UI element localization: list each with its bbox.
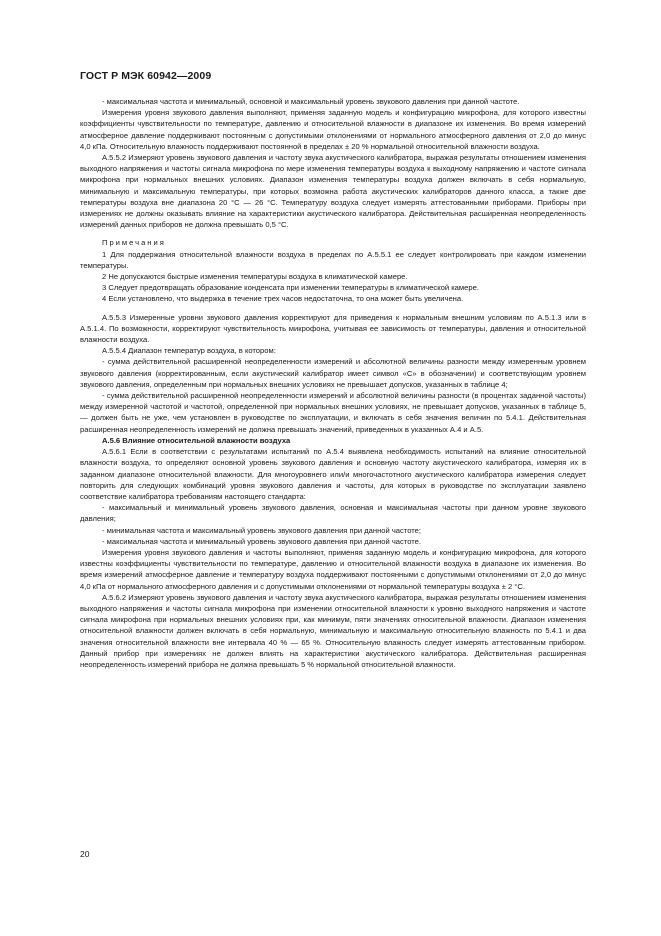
paragraph: А.5.5.4 Диапазон температур воздуха, в котором: (102, 346, 276, 356)
note-item: 3 Следует предотвращать образование конденсата при изменении температуры в климатической камере. (102, 283, 479, 293)
note-item: 4 Если установлено, что выдержка в течение трех часов недостаточна, то она может быть увеличена. (102, 294, 464, 304)
paragraph: Измерения уровня звукового давления выполняют, применяя заданную модель и конфигурацию микрофона, для которого известны коэффициенты чувствительности по температуре, давлению и относительной влажности в диапазоне их изменения. Во время измерений атмосферное давление поддерживают постоянным с допустимыми отклонениями от нормального атмосферного давления от 2,0 до минус 4,0 кПа. Относительную влажность поддерживают постоянной в пределах ± 20 % нормальной относительной влажности воздуха. (80, 108, 586, 151)
notes-block (80, 237, 586, 304)
paragraph: А.5.5.2 Измеряют уровень звукового давления и частоту звука акустического калибратора, выражая результаты отношением изменения выходного напряжения и частоты сигнала микрофона по мере изменения температуры воздуха к выходному напряжению и частоте сигнала микрофона при нормальных внешних условиях. Диапазон изменения температуры воздуха должен включать в себя нормальную, минимальную и максимальную температуры, при которых возможна работа акустических калибраторов данного класса, а также две температуры воздуха вне диапазона 20 °С — 26 °С. Температуру воздуха следует измерять аттестованными приборами. Приборы при измерениях не должны оказывать влияние на характеристики акустического калибратора. Действительная расширенная неопределенность измерений данных приборов не должна превышать 0,5 °С. (80, 153, 586, 230)
paragraph: - максимальная частота и минимальный, основной и максимальный уровень звукового давления при данной частоте. (102, 97, 520, 106)
paragraph: - сумма действительной расширенной неопределенности измерений и абсолютной величины разности между измеренным уровнем звукового давления (корректированным, если акустический калибратор имеет символ «С» в обозначении) и соответствующим уровнем звукового давления, определенным при нормальных внешних условиях не превышает допусков, указанных в таблице 4; (80, 357, 586, 389)
paragraph: Измерения уровня звукового давления и частоты выполняют, применяя заданную модель и конфигурацию микрофона, для которого известны коэффициенты чувствительности по температуре, давлению и относительной влажности воздуха в диапазоне их изменения. Во время измерений атмосферное давление и температуру воздуха поддерживают постоянными с допустимыми отклонениями от 2,0 до минус 4,0 кПа от нормального атмосферного давления и с допустимыми отклонениями от нормальной температуры воздуха ± 2 °С. (80, 547, 586, 591)
note-item: 2 Не допускаются быстрые изменения температуры воздуха в климатической камере. (102, 272, 408, 282)
page-number: 20 (80, 849, 90, 859)
paragraph: - максимальный и минимальный уровень звукового давления, основная и максимальная частоты при данном уровне звукового давления; (80, 503, 586, 524)
document-body (80, 96, 586, 670)
paragraph: - максимальная частота и минимальный уровень звукового давления при данной частоте. (102, 536, 421, 546)
paragraph: А.5.6.1 Если в соответствии с результатами испытаний по А.5.4 выявлена необходимость испытаний на влияние относительной влажности воздуха, то определяют основной уровень звукового давления и основную частоту акустического калибратора, измеряя их в заданном диапазоне относительной влажности. Для многоуровнего или/и многочастотного акустического калибратора измерения следует повторить для следующих комбинаций уровня звукового давления и частоты, для которых в руководстве по эксплуатации заявлено соответствие калибратора требованиям настоящего стандарта: (80, 447, 586, 501)
paragraph: А.5.6.2 Измеряют уровень звукового давления и частоту звука акустического калибратора, выражая результаты отношением изменения выходного напряжения и частоты сигнала микрофона при изменении относительной влажности к уровню выходного напряжения и частоте сигнала микрофона при нормальных внешних условиях при, как минимум, пяти значениях относительной влажности. Диапазон изменения относительной влажности должен включать в себя нормальную, минимальную и максимальную относительную влажность по 5.4.1 и два значения относительной влажности вне интервала 40 % — 65 %. Относительную влажность следует измерять аттестованным прибором. Данный прибор при измерениях не должен влиять на характеристики акустического калибратора. Действительная расширенная неопределенность измерений прибора не должна превышать 5 % нормальной относительной влажности. (80, 592, 586, 669)
paragraph: - минимальная частота и максимальный уровень звукового давления при данной частоте; (102, 525, 421, 535)
document-header: ГОСТ Р МЭК 60942—2009 (80, 70, 212, 82)
note-item: 1 Для поддержания относительной влажности воздуха в пределах по А.5.5.1 ее следует контролировать при каждом изменении температуры. (80, 249, 586, 270)
paragraph: - сумма действительной расширенной неопределенности измерений и абсолютной величины разности (в процентах заданной частоты) между измеренной частотой и частотой, определенной при нормальных внешних условиях, не превышает допусков, указанных в таблице 5, — должен быть не уже, чем установлен в руководстве по эксплуатации, и включать в себя значения величин по 5.4.1. Действительная расширенная неопределенность измерений не должна превышать значений, приведенных в указанных А.4 и А.5. (80, 391, 586, 434)
paragraph: А.5.5.3 Измеренные уровни звукового давления корректируют для приведения к нормальным внешним условиям по А.5.1.3 или в А.5.1.4. По возможности, корректируют чувствительность микрофона, учитывая ее зависимость от температуры, давления и относительной влажности воздуха. (80, 312, 586, 345)
notes-title: Примечания (102, 238, 166, 248)
section-heading: А.5.6 Влияние относительной влажности воздуха (102, 435, 291, 445)
